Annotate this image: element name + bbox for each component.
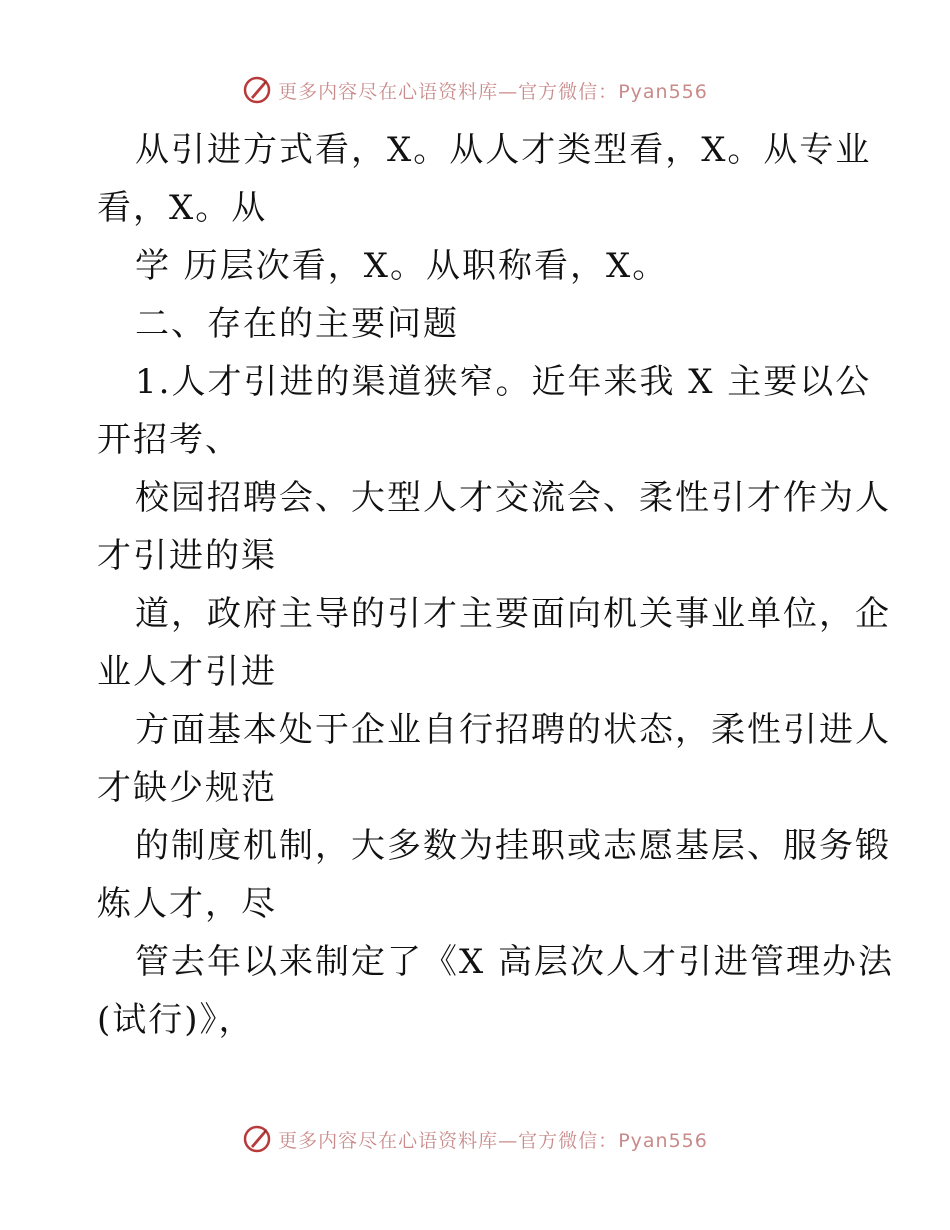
text-line: (试行)》， [97,1000,255,1040]
header-watermark [0,72,950,108]
text-line: 1.人才引进的渠道狭窄。近年来我 X 主要以公 [135,362,872,402]
text-line: 炼人才，尽 [97,884,277,924]
text-line: 的制度机制，大多数为挂职或志愿基层、服务锻 [135,826,891,866]
text-line: 才引进的渠 [97,536,277,576]
text-line: 学 历层次看，X。从职称看，X。 [135,246,669,286]
text-line: 开招考、 [97,420,241,460]
text-line: 从引进方式看，X。从人才类型看，X。从专业 [135,130,872,170]
watermark-text: 更多内容尽在心语资料库—官方微信：Pyan556 [278,80,708,103]
quill-logo-icon [242,75,272,105]
text-line: 方面基本处于企业自行招聘的状态，柔性引进人 [135,710,891,750]
quill-logo-icon [242,1124,272,1154]
text-line: 业人才引进 [97,652,277,692]
section-heading: 二、存在的主要问题 [135,304,459,344]
text-line: 看，X。从 [97,188,268,228]
text-line: 校园招聘会、大型人才交流会、柔性引才作为人 [135,478,891,518]
text-line: 才缺少规范 [97,768,277,808]
text-line: 道，政府主导的引才主要面向机关事业单位，企 [135,594,891,634]
text-line: 管去年以来制定了《X 高层次人才引进管理办法 [135,942,895,982]
watermark-text: 更多内容尽在心语资料库—官方微信：Pyan556 [278,1129,708,1152]
footer-watermark [0,1121,950,1157]
